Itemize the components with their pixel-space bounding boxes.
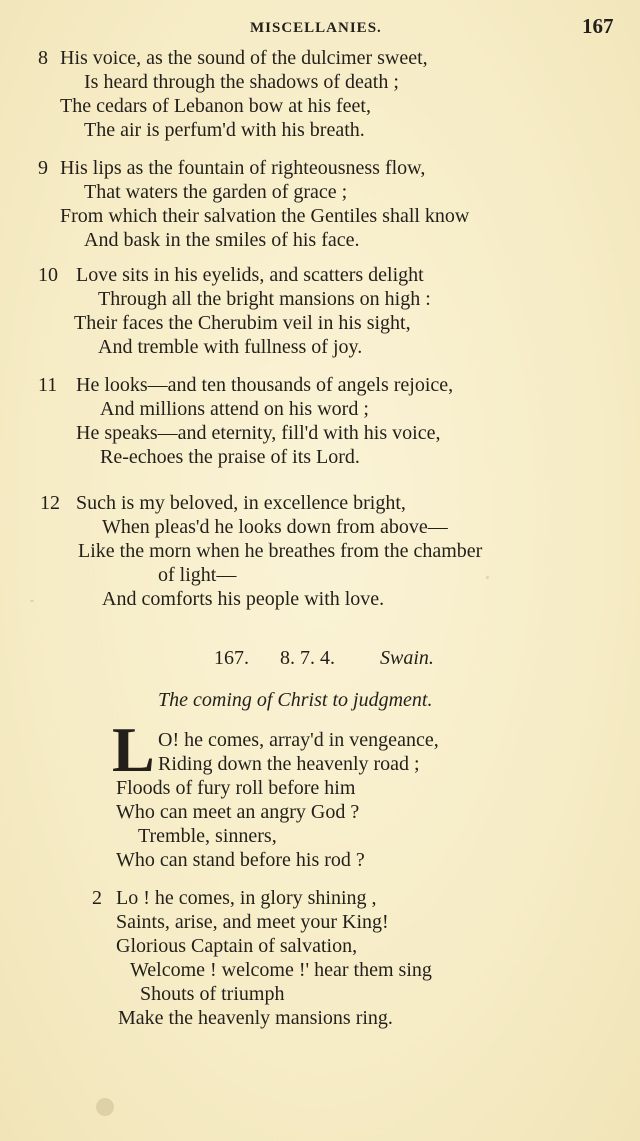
verse-line: The air is perfum'd with his breath. — [84, 119, 365, 141]
stanza-number: 9 — [38, 157, 48, 179]
verse-line: Love sits in his eyelids, and scatters delight — [76, 264, 424, 286]
paper-speck — [30, 600, 34, 602]
verse-line: The cedars of Lebanon bow at his feet, — [60, 95, 371, 117]
verse-line: And bask in the smiles of his face. — [84, 229, 360, 251]
hymn-number: 167. — [214, 647, 249, 669]
stanza-number: 12 — [40, 492, 60, 514]
verse-line: Re-echoes the praise of its Lord. — [100, 446, 360, 468]
verse-line: Like the morn when he breathes from the chamber — [78, 540, 483, 562]
paper-speck — [486, 576, 489, 579]
page-number: 167 — [582, 14, 614, 38]
verse-line: His lips as the fountain of righteousness flow, — [60, 157, 426, 179]
verse-line: He looks—and ten thousands of angels rejoice, — [76, 374, 454, 396]
verse-line: Tremble, sinners, — [138, 825, 277, 847]
verse-line: His voice, as the sound of the dulcimer sweet, — [60, 47, 428, 69]
verse-line: of light— — [158, 564, 237, 586]
stanza-number: 8 — [38, 47, 48, 69]
verse-line: Who can meet an angry God ? — [116, 801, 360, 823]
verse-line: Floods of fury roll before him — [116, 777, 356, 799]
stanza-number: 2 — [92, 887, 102, 909]
hymn-subtitle: The coming of Christ to judgment. — [158, 689, 433, 711]
verse-line: He speaks—and eternity, fill'd with his voice, — [76, 422, 441, 444]
verse-line: When pleas'd he looks down from above— — [102, 516, 448, 538]
running-title: MISCELLANIES. — [250, 20, 382, 36]
verse-line: Saints, arise, and meet your King! — [116, 911, 389, 933]
verse-line: O! he comes, array'd in vengeance, — [158, 729, 439, 751]
verse-line: And tremble with fullness of joy. — [98, 336, 363, 358]
hymn-tune: Swain. — [380, 647, 434, 669]
verse-line: And comforts his people with love. — [102, 588, 385, 610]
verse-line: Who can stand before his rod ? — [116, 849, 365, 871]
verse-line: That waters the garden of grace ; — [84, 181, 348, 203]
drop-cap: L — [112, 714, 155, 785]
stanza-number: 10 — [38, 264, 58, 286]
verse-line: Make the heavenly mansions ring. — [118, 1007, 393, 1029]
verse-line: Such is my beloved, in excellence bright, — [76, 492, 406, 514]
hymn-meter: 8. 7. 4. — [280, 647, 335, 669]
hymn-heading — [0, 646, 640, 676]
verse-line: Is heard through the shadows of death ; — [84, 71, 399, 93]
verse-line: From which their salvation the Gentiles shall know — [60, 205, 470, 227]
verse-line: Through all the bright mansions on high : — [98, 288, 431, 310]
running-head — [0, 14, 640, 40]
stanza-number: 11 — [38, 374, 58, 396]
paper-speck — [96, 1098, 114, 1116]
verse-line: Welcome ! welcome !' hear them sing — [130, 959, 432, 981]
verse-line: Their faces the Cherubim veil in his sight, — [74, 312, 411, 334]
verse-line: Lo ! he comes, in glory shining , — [116, 887, 377, 909]
verse-line: And millions attend on his word ; — [100, 398, 369, 420]
verse-line: Shouts of triumph — [140, 983, 285, 1005]
verse-line: Glorious Captain of salvation, — [116, 935, 358, 957]
verse-line: Riding down the heavenly road ; — [158, 753, 420, 775]
